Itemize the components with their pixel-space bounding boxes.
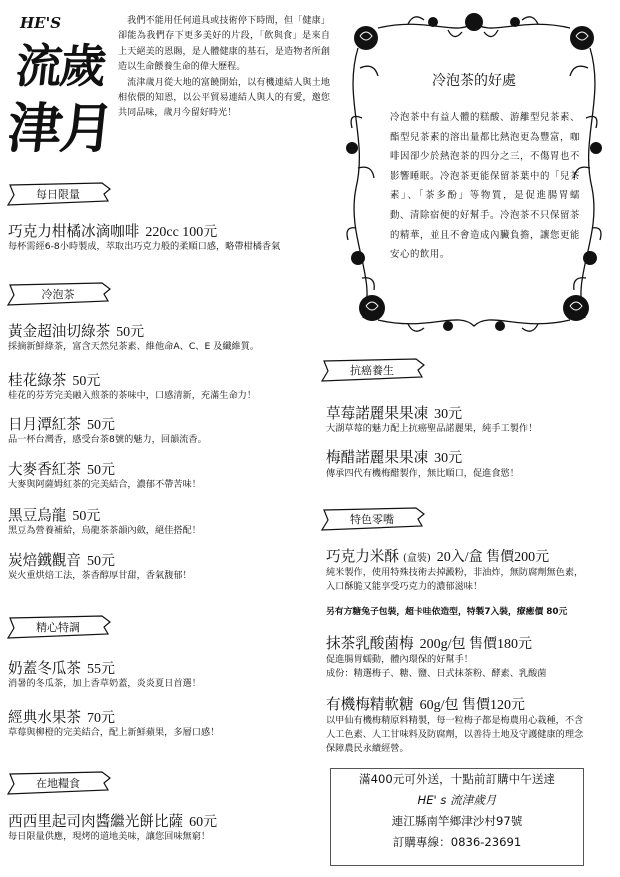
badge-anticancer bbox=[318, 357, 426, 383]
menu-item-desc: 每杯需經6-8小時製成，萃取出巧克力般的柔順口感，略帶柑橘香氣 bbox=[8, 241, 281, 252]
menu-item-title: 經典水果茶 70元 bbox=[8, 709, 115, 726]
menu-item-desc: 採摘新鮮綠茶，富含天然兒茶素、維他命A、C、E 及纖維質。 bbox=[8, 341, 260, 352]
menu-item-title: 桂花綠茶 50元 bbox=[8, 372, 101, 389]
order-phone: 訂購專線：0836-23691 bbox=[392, 835, 522, 849]
menu-item-title: 梅醋諾麗果果凍 30元 bbox=[326, 449, 463, 466]
intro-paragraph: 我們不能用任何道具或技術停下時間，但「健康」卻能為我們存下更多美好的片段，「飲與食」是來自上天絕美的恩賜，是人體健康的基石，是造物者所創造以生命餵養生命的偉大歷程。 bbox=[118, 16, 330, 73]
menu-item-desc: 促進腸胃蠕動，體內環保的好幫手！ bbox=[326, 654, 473, 665]
badge-local-food bbox=[4, 770, 112, 796]
menu-item-desc: 以甲仙有機梅精原料精製，每一粒梅子都是梅農用心栽種，不含 bbox=[326, 715, 584, 726]
menu-item-desc: 保障農民永續經營。 bbox=[326, 743, 409, 754]
menu-item-desc: 大湖草莓的魅力配上抗癌聖品諾麗果，純手工製作！ bbox=[326, 423, 538, 434]
contact-box bbox=[330, 768, 584, 866]
menu-item-title: 抹茶乳酸菌梅 200g/包 售價180元 bbox=[326, 635, 532, 652]
menu-item-title: 有機梅精軟糖 60g/包 售價120元 bbox=[326, 696, 525, 713]
menu-item-title: 巧克力柑橘冰滴咖啡 220cc 100元 bbox=[8, 223, 218, 240]
menu-item-desc: 入口酥脆又能享受巧克力的濃郁滋味！ bbox=[326, 581, 483, 592]
menu-item-desc: 純米製作，使用特殊技術去掉澱粉，非油炸，無防腐劑無色素， bbox=[326, 567, 584, 578]
menu-item-title: 西西里起司肉醬繼光餅比薩 60元 bbox=[8, 813, 218, 830]
badge-label: 精心特調 bbox=[36, 621, 80, 634]
logo-line-2: 津月 bbox=[4, 96, 116, 160]
intro-paragraph: 流津歲月從大地的富饒開始，以有機連結人與土地相依偎的知恩，以公平貿易連結人與人的有愛，邀您共同品味，歲月今留好時光！ bbox=[118, 77, 330, 119]
menu-item-desc: 品一杯台灣香，感受台茶8號的魅力，回韻流香。 bbox=[8, 434, 207, 445]
cold-tea-body: 冷泡茶中有益人體的糕酸、游離型兒茶素、酯型兒茶素的溶出量都比熱泡更為豐富，咖啡因卻少於熱泡茶的四分之三，不傷胃也不影響睡眠。冷泡茶更能保留茶葉中的「兒茶素」、「茶多酚」等物質，是促進腸胃蠕動、清除宿便的好幫手。冷泡茶不只保留茶的精華，並且不會造成內臟負擔，讓您更能安心的飲用。 bbox=[390, 112, 580, 261]
menu-item-desc: 大麥與阿薩姆紅茶的完美結合，濃郁不帶苦味！ bbox=[8, 479, 201, 490]
menu-item-desc: 炭火重烘焙工法，茶香醇厚甘甜，香氣馥郁！ bbox=[8, 570, 192, 581]
menu-item-desc: 傳承四代有機梅醋製作，無比順口，促進食慾！ bbox=[326, 468, 519, 479]
delivery-note: 滿400元可外送，十點前訂購中午送達 bbox=[358, 772, 556, 786]
menu-item-desc: 每日限量供應，現烤的道地美味，讓您回味無窮！ bbox=[8, 831, 211, 842]
badge-daily-limit bbox=[4, 181, 112, 207]
address: 連江縣南竿鄉津沙村97號 bbox=[391, 814, 523, 828]
menu-item-desc: 黑豆為營養補給，烏龍茶茶韻內斂，絕佳搭配！ bbox=[8, 525, 201, 536]
menu-item-title: 大麥香紅茶 50元 bbox=[8, 461, 115, 478]
badge-label: 在地糧食 bbox=[36, 777, 80, 790]
badge-selected-blend bbox=[4, 614, 112, 640]
menu-item-desc: 成份：精選梅子、糖、鹽、日式抹茶粉、酵素、乳酸菌 bbox=[326, 668, 547, 679]
menu-item-desc: 桂花的芬芳完美融入煎茶的茶味中，口感清新，充滿生命力！ bbox=[8, 390, 257, 401]
menu-item-title: 奶蓋冬瓜茶 55元 bbox=[8, 660, 115, 677]
badge-label: 每日限量 bbox=[36, 188, 80, 201]
cold-tea-title: 冷泡茶的好處 bbox=[432, 73, 516, 89]
intro-text bbox=[118, 14, 330, 122]
menu-item-title: 炭焙鐵觀音 50元 bbox=[8, 552, 115, 569]
brand-name: HE' s 流津歲月 bbox=[417, 793, 497, 807]
menu-item-title: 日月潭紅茶 50元 bbox=[8, 416, 115, 433]
badge-label: 冷泡茶 bbox=[41, 288, 75, 301]
menu-item-note: 另有方糖兔子包裝，超卡哇依造型，特製7入裝，療癒價 80元 bbox=[326, 607, 568, 617]
logo-hes: HE'S bbox=[20, 14, 62, 32]
badge-special-snack bbox=[318, 506, 426, 532]
menu-item-title: 草莓諾麗果果凍 30元 bbox=[326, 405, 463, 422]
menu-item-desc: 消暑的冬瓜茶，加上香草奶蓋，炎炎夏日首選！ bbox=[8, 678, 201, 689]
badge-cold-tea bbox=[4, 281, 112, 307]
menu-item-desc: 人工色素、人工甘味料及防腐劑，以善待土地及守護健康的理念 bbox=[326, 729, 584, 740]
menu-item-title: 黑豆烏龍 50元 bbox=[8, 507, 101, 524]
badge-label: 特色零嘴 bbox=[350, 513, 394, 526]
menu-item-title: 黃金超油切綠茶 50元 bbox=[8, 323, 145, 340]
menu-item-title: 巧克力米酥 (盒裝) 20入/盒 售價200元 bbox=[326, 548, 550, 565]
badge-label: 抗癌養生 bbox=[350, 364, 394, 377]
logo-line-1: 流歲 bbox=[13, 39, 108, 93]
menu-item-desc: 草莓與柳橙的完美結合，配上新鮮蘋果，多層口感！ bbox=[8, 727, 220, 738]
